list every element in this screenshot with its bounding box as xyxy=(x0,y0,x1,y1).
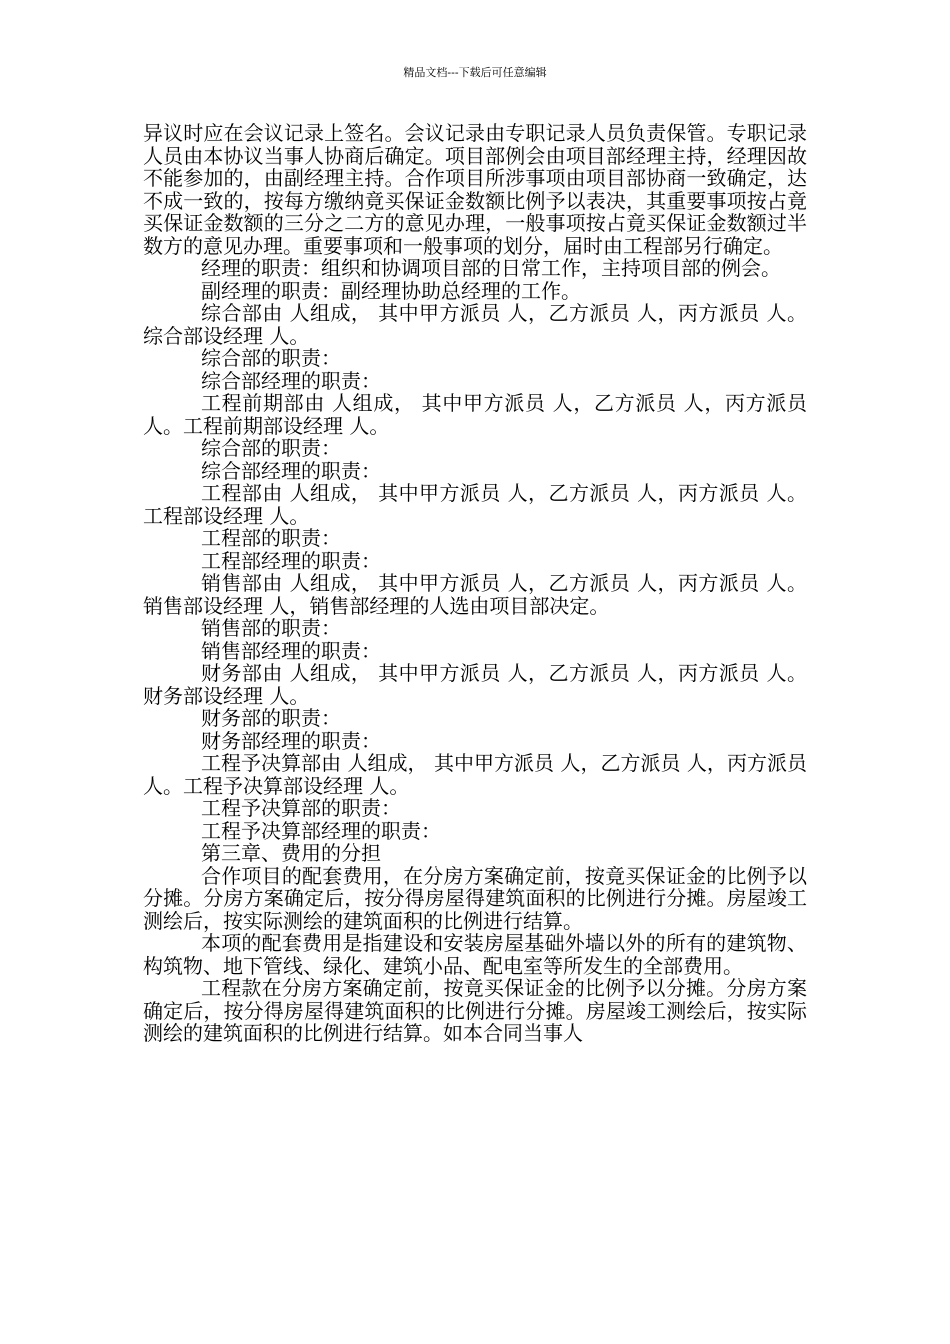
paragraph: 财务部由 人组成， 其中甲方派员 人，乙方派员 人，丙方派员 人。财务部设经理 人。 xyxy=(143,661,807,708)
paragraph: 综合部经理的职责： xyxy=(201,368,381,393)
paragraph: 工程部的职责： xyxy=(201,526,341,550)
paragraph: 综合部由 人组成， 其中甲方派员 人，乙方派员 人，丙方派员 人。综合部设经理 人。 xyxy=(143,301,807,348)
paragraph: 综合部的职责： xyxy=(201,346,341,370)
paragraph: 合作项目的配套费用，在分房方案确定前，按竟买保证金的比例予以分摊。分房方案确定后，按分得房屋得建筑面积的比例进行分摊。房屋竣工测绘后，按实际测绘的建筑面积的比例进行结算。 xyxy=(143,863,807,933)
paragraph: 工程予决算部的职责： xyxy=(201,796,401,820)
paragraph: 工程予决算部经理的职责： xyxy=(201,818,441,843)
paragraph: 工程前期部由 人组成， 其中甲方派员 人，乙方派员 人，丙方派员 人。工程前期部设经理 人。 xyxy=(143,391,807,438)
document-body xyxy=(143,122,807,1045)
paragraph: 综合部的职责： xyxy=(201,436,341,460)
chapter-heading: 本项的配套费用是指建设和安装房屋基础外墙以外的所有的建筑物、构筑物、地下管线、绿化、建筑小品、配电室等所发生的全部费用。 xyxy=(143,931,807,978)
paragraph: 销售部的职责： xyxy=(201,616,341,640)
paragraph: 工程款在分房方案确定前，按竟买保证金的比例予以分摊。分房方案确定后，按分得房屋得建筑面积的比例进行分摊。房屋竣工测绘后，按实际测绘的建筑面积的比例进行结算。如本合同当事人 xyxy=(143,976,807,1045)
paragraph: 副经理的职责：副经理协助总经理的工作。 xyxy=(201,278,581,303)
paragraph: 财务部的职责： xyxy=(201,706,341,730)
page-header: 精品文档---下载后可任意编辑 xyxy=(403,66,547,79)
paragraph: 财务部经理的职责： xyxy=(201,728,381,753)
paragraph: 综合部经理的职责： xyxy=(201,458,381,483)
paragraph: 经理的职责：组织和协调项目部的日常工作，主持项目部的例会。 xyxy=(201,256,781,280)
paragraph: 异议时应在会议记录上签名。会议记录由专职记录人员负责保管。专职记录人员由本协议当事人协商后确定。项目部例会由项目部经理主持，经理因故不能参加的，由副经理主持。合作项目所涉事项由项目部协商一致确定，达不成一致的，按每方缴纳竟买保证金数额比例予以表决，其重要事项按占竟买保证金数额的三分之二方的意见办理，一般事项按占竟买保证金数额过半数方的意见办理。重要事项和一般事项的划分，届时由工程部另行确定。 xyxy=(143,121,807,258)
paragraph: 工程部由 人组成， 其中甲方派员 人，乙方派员 人，丙方派员 人。工程部设经理 人。 xyxy=(143,481,807,528)
paragraph: 销售部经理的职责： xyxy=(201,638,381,663)
paragraph: 销售部由 人组成， 其中甲方派员 人，乙方派员 人，丙方派员 人。销售部设经理 人，销售部经理的人选由项目部决定。 xyxy=(143,571,807,618)
paragraph: 工程部经理的职责： xyxy=(201,548,381,573)
paragraph: 工程予决算部由 人组成， 其中甲方派员 人，乙方派员 人，丙方派员 人。工程予决算部设经理 人。 xyxy=(143,751,807,798)
paragraph: 第三章、费用的分担 xyxy=(201,841,381,865)
